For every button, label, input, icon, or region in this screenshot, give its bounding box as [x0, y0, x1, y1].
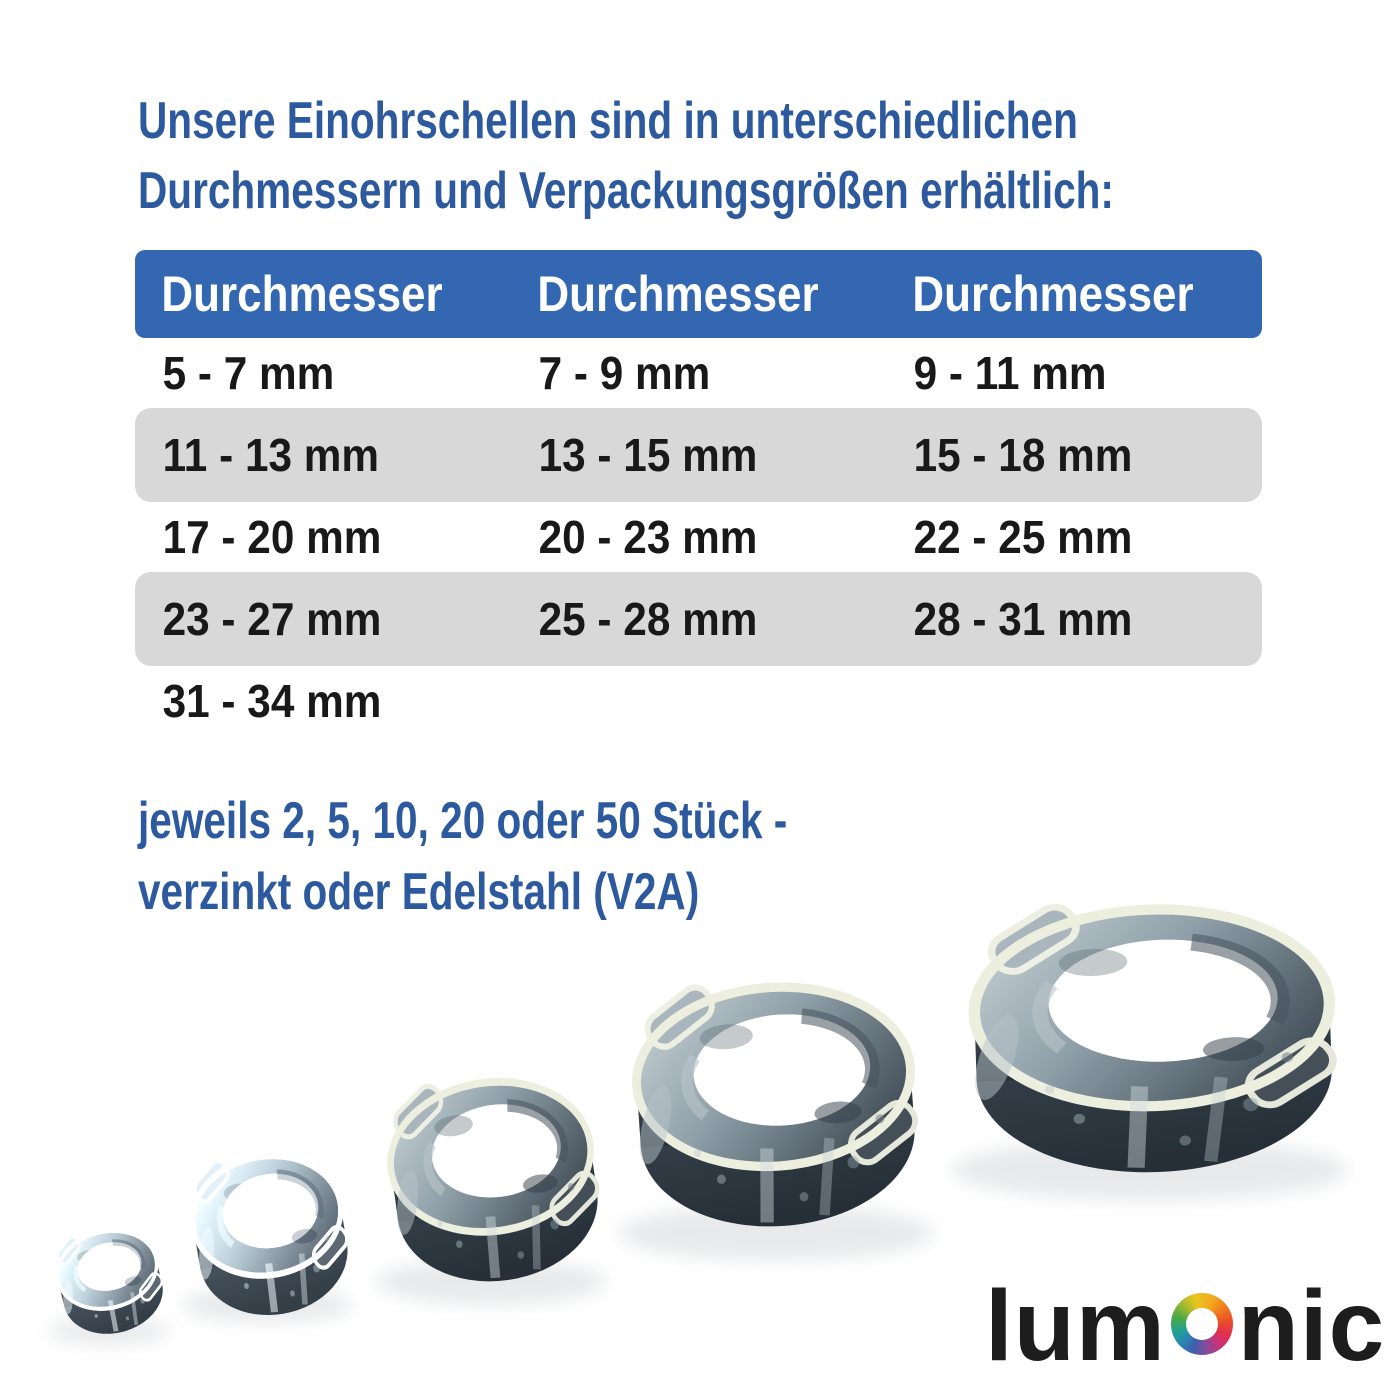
table-row [135, 408, 1262, 502]
two-ear-clamp-size-2 [176, 1135, 364, 1334]
table-row [135, 572, 1262, 666]
page-title [138, 86, 1389, 226]
two-ear-clamp-size-4 [619, 965, 932, 1247]
table-row [135, 338, 1262, 408]
diameter-table-header-row [135, 250, 1262, 338]
column-header-durchmesser-1: Durchmesser [161, 266, 443, 322]
diameter-cell: 22 - 25 mm [913, 511, 1133, 563]
page-title-line2: Durchmessern und Verpackungsgrößen erhältlich: [138, 162, 1114, 220]
diameter-table [135, 250, 1262, 736]
diameter-cell: 31 - 34 mm [162, 675, 382, 727]
diameter-cell: 11 - 13 mm [162, 429, 380, 481]
table-row [135, 666, 1262, 736]
diameter-cell: 23 - 27 mm [162, 593, 382, 645]
rainbow-ring-icon [1171, 1293, 1233, 1355]
diameter-cell: 25 - 28 mm [538, 593, 758, 645]
table-row [135, 502, 1262, 572]
diameter-cell: 7 - 9 mm [538, 347, 710, 399]
diameter-cell: 13 - 15 mm [538, 429, 758, 481]
ring-hole [1186, 1308, 1218, 1340]
brand-logo [985, 1270, 1386, 1382]
diameter-cell: 15 - 18 mm [913, 429, 1133, 481]
diameter-cell: 28 - 31 mm [913, 593, 1133, 645]
diameter-cell: 17 - 20 mm [162, 511, 382, 563]
page-title-line1: Unsere Einohrschellen sind in unterschiedlichen [138, 92, 1078, 150]
diameter-cell: 9 - 11 mm [913, 347, 1107, 399]
diameter-cell: 5 - 7 mm [162, 347, 335, 399]
column-header-durchmesser-2: Durchmesser [537, 266, 819, 322]
two-ear-clamp-size-3 [372, 1058, 616, 1304]
diameter-cell: 20 - 23 mm [538, 511, 758, 563]
logo-text-nic: nic [1237, 1270, 1386, 1382]
packaging-info-line1: jeweils 2, 5, 10, 20 oder 50 Stück - [138, 792, 788, 850]
column-header-durchmesser-3: Durchmesser [912, 266, 1194, 322]
two-ear-clamp-size-5 [957, 889, 1349, 1190]
logo-text-lum: lum [985, 1270, 1166, 1382]
packaging-info-line2: verzinkt oder Edelstahl (V2A) [138, 863, 700, 921]
